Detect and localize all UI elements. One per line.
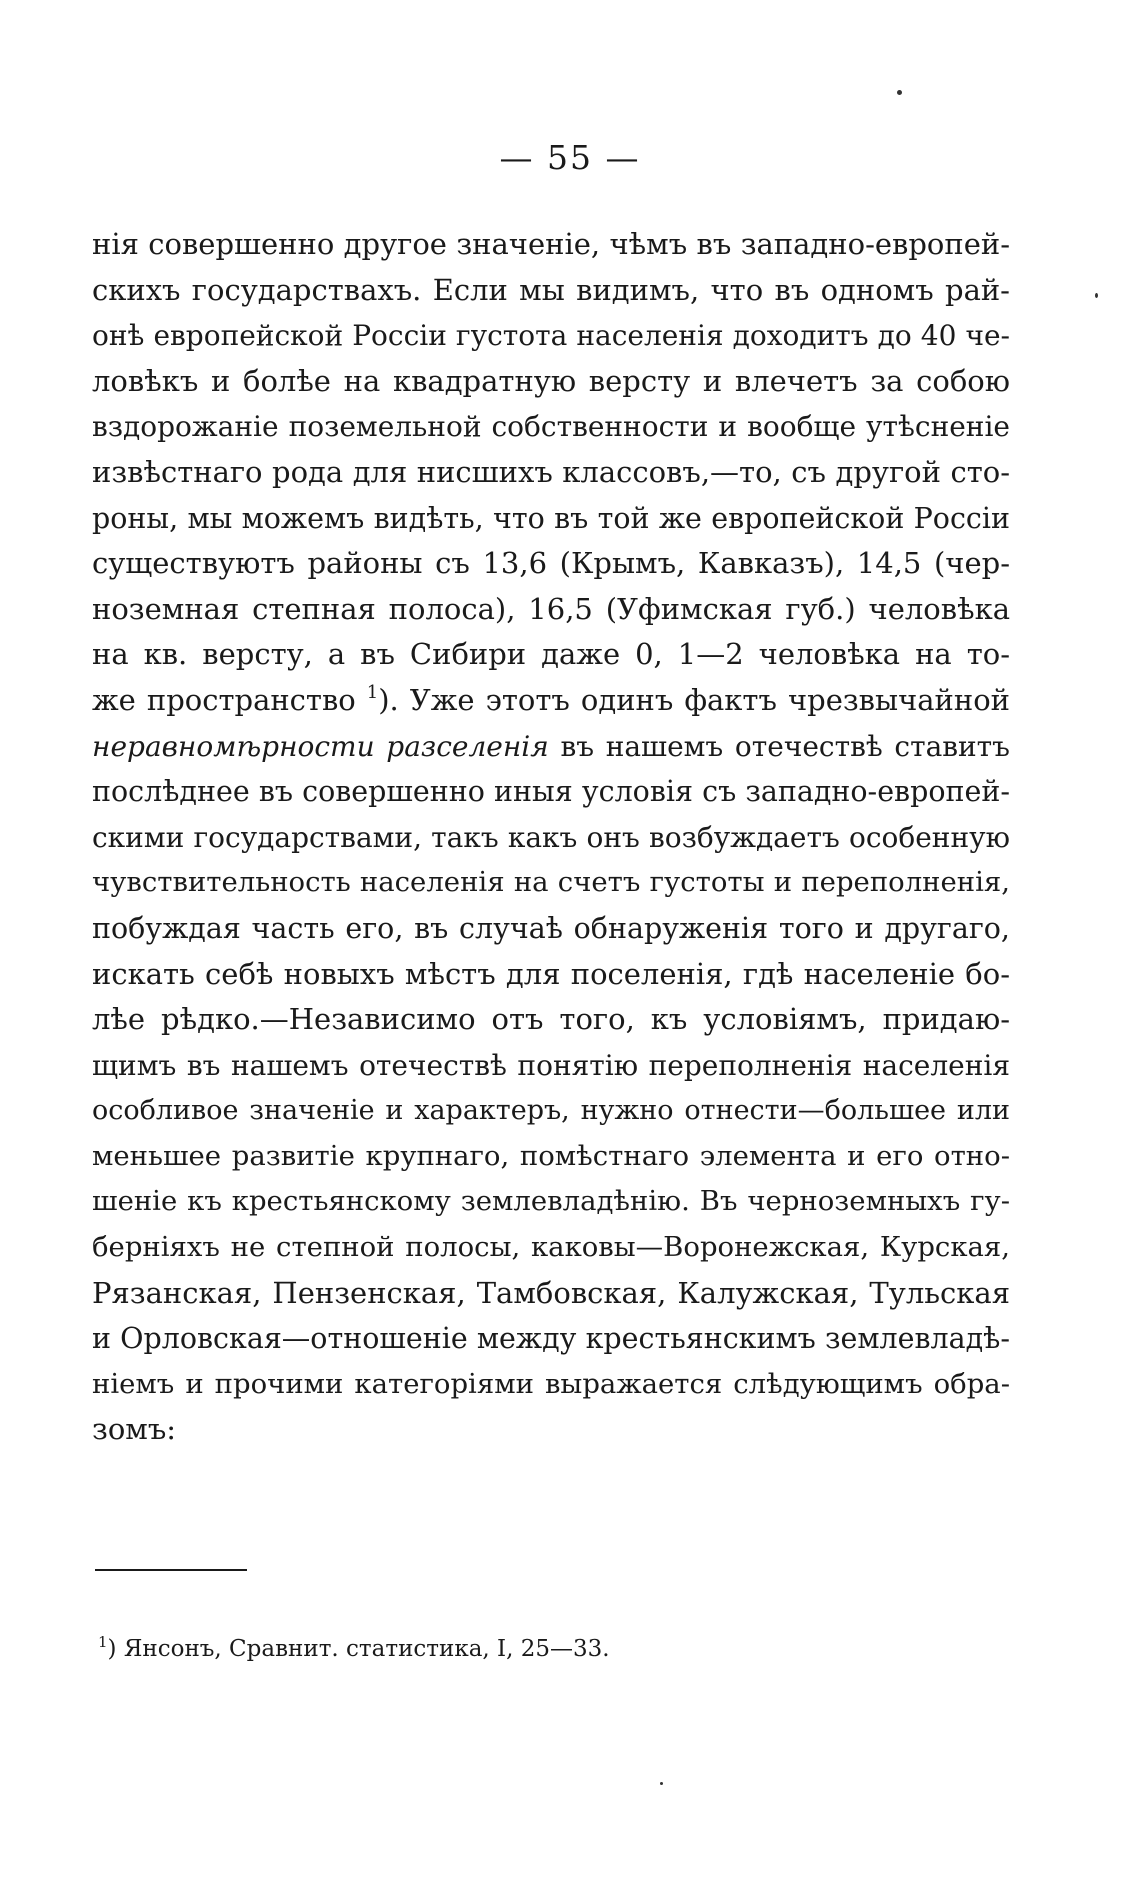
text-line: и Орловская—отношеніе между крестьянскимъ землевладѣ- [92,1322,1010,1356]
text-line: шеніе къ крестьянскому землевладѣнію. Въ черноземныхъ гу- [92,1185,1010,1218]
body-text [92,222,1010,1453]
page-number: — 55 — [499,138,641,177]
text-line: меньшее развитіе крупнаго, помѣстнаго элемента и его отно- [92,1139,1010,1172]
scan-speck [660,1782,663,1785]
emphasized-text: неравномѣрности разселенія [92,729,549,763]
text-line: роны, мы можемъ видѣть, что въ той же европейской Россіи [92,501,1010,535]
footnote-marker: 1 [98,1633,108,1651]
text-line: чувствительность населенія на счетъ густоты и переполненія, [92,866,1010,899]
text-line [92,724,1010,770]
text-line: извѣстнаго рода для нисшихъ классовъ,—то, съ другой сто- [92,454,1010,489]
scan-speck [897,90,902,95]
text-line: послѣднее въ совершенно иныя условія съ западно-европей- [92,775,1010,809]
text-line: существуютъ районы съ 13,6 (Крымъ, Кавказъ), 14,5 (чер- [92,546,1010,581]
footnote-text: ) Янсонъ, Сравнит. статистика, I, 25—33. [107,1636,610,1662]
footnote-separator [95,1569,247,1571]
text-line: побуждая часть его, въ случаѣ обнаруженія того и другаго, [92,911,1010,945]
text-line [92,678,1010,724]
text-line: ловѣкъ и болѣе на квадратную версту и влечетъ за собою [92,363,1010,398]
text-line: онѣ европейской Россіи густота населенія доходитъ до 40 че- [92,319,1010,353]
text-line: вздорожаніе поземельной собственности и вообще утѣсненіе [92,410,1010,444]
footnote [98,1633,610,1662]
text-line: ніемъ и прочими категоріями выражается слѣдующимъ обра- [92,1367,1010,1400]
text-line: Рязанская, Пензенская, Тамбовская, Калужская, Тульская [92,1275,1010,1310]
text-line: берніяхъ не степной полосы, каковы—Воронежская, Курская, [92,1231,1010,1264]
text-line: на кв. версту, а въ Сибири даже 0, 1—2 человѣка на то- [92,637,1010,672]
text-line: зомъ: [92,1412,177,1447]
text-line: нія совершенно другое значеніе, чѣмъ въ западно-европей- [92,227,1010,261]
text-segment: ). Уже этотъ одинъ фактъ чрезвычайной [378,682,1010,717]
text-line: особливое значеніе и характеръ, нужно отнести—большее или [92,1095,1010,1127]
text-line: искать себѣ новыхъ мѣстъ для поселенія, гдѣ населеніе бо- [92,956,1010,991]
text-line: щимъ въ нашемъ отечествѣ понятію переполненія населенія [92,1048,1010,1082]
footnote-reference: 1 [366,681,379,703]
text-line: лѣе рѣдко.—Независимо отъ того, къ условіямъ, придаю- [92,1002,1010,1037]
text-segment: же пространство [92,682,367,717]
scan-speck [1095,293,1098,298]
text-line: скими государствами, такъ какъ онъ возбуждаетъ особенную [92,820,1010,854]
text-line: скихъ государствахъ. Если мы видимъ, что въ одномъ рай- [92,272,1010,307]
text-line: ноземная степная полоса), 16,5 (Уфимская губ.) человѣка [92,591,1010,626]
text-segment: въ нашемъ отечествѣ ставитъ [548,729,1010,763]
